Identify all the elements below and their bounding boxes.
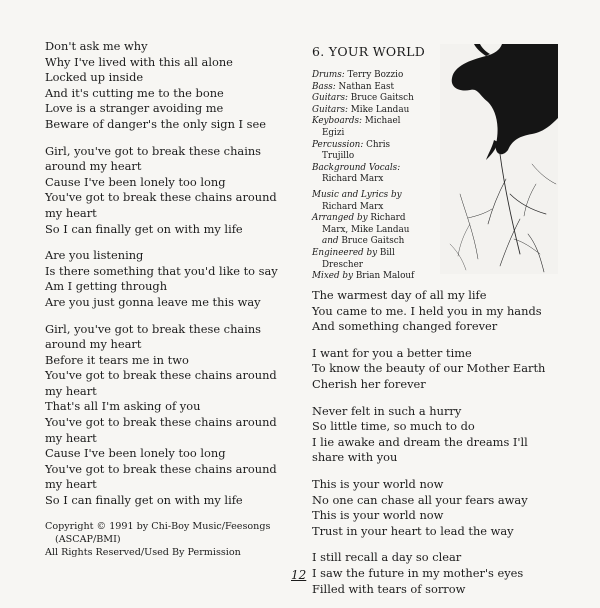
lyrics-stanza bbox=[45, 144, 295, 238]
credit-line bbox=[312, 163, 440, 175]
lyric-line: Love is a stranger avoiding me bbox=[45, 101, 224, 116]
credit-line bbox=[312, 213, 440, 225]
lyrics-stanza bbox=[312, 550, 572, 597]
credit-line-cont: Trujillo bbox=[322, 151, 355, 162]
lyric-line: my heart bbox=[45, 205, 97, 220]
lyric-line: Locked up inside bbox=[45, 70, 144, 85]
credit-role: Arranged by bbox=[312, 213, 368, 224]
credit-name: Bruce Gaitsch bbox=[341, 236, 405, 247]
lyric-line: I lie awake and dream the dreams I'll bbox=[312, 434, 528, 449]
page-number: 12 bbox=[291, 568, 307, 582]
lyric-line: Trust in your heart to lead the way bbox=[312, 523, 514, 538]
credit-line-cont: Marx, Mike Landau bbox=[322, 224, 410, 235]
credit-role: and bbox=[322, 236, 339, 247]
lyric-line: around my heart bbox=[45, 159, 142, 174]
credit-line bbox=[312, 271, 440, 283]
credit-role: Guitars: bbox=[312, 93, 348, 104]
credit-line-cont: Drescher bbox=[322, 259, 363, 270]
credit-line bbox=[312, 105, 440, 117]
credit-line bbox=[312, 190, 440, 202]
copyright-notice bbox=[45, 520, 295, 559]
credit-role: Engineered by bbox=[312, 247, 378, 258]
lyric-line: So little time, so much to do bbox=[312, 419, 475, 434]
left-lyrics-column bbox=[45, 39, 295, 559]
lyric-line: Am I getting through bbox=[45, 279, 168, 294]
lyric-line: This is your world now bbox=[312, 476, 444, 491]
lyric-line: Don't ask me why bbox=[45, 39, 148, 53]
lyric-line: This is your world now bbox=[312, 508, 444, 523]
credits-list bbox=[312, 70, 440, 283]
lyric-line: You've got to break these chains around bbox=[45, 415, 277, 430]
lyrics-stanza bbox=[312, 288, 572, 335]
credit-name: Brian Malouf bbox=[355, 271, 415, 282]
credit-name: Michael bbox=[364, 116, 401, 127]
lyrics-stanza bbox=[312, 404, 572, 466]
lyric-line: I saw the future in my mother's eyes bbox=[312, 565, 524, 580]
lyric-line: Never felt in such a hurry bbox=[312, 403, 462, 418]
credit-name: Mike Landau bbox=[350, 104, 410, 115]
lyric-line: Beware of danger's the only sign I see bbox=[45, 116, 266, 131]
lyric-line: No one can chase all your fears away bbox=[312, 492, 528, 507]
lyrics-stanza bbox=[312, 477, 572, 539]
lyric-line: That's all I'm asking of you bbox=[45, 399, 201, 414]
credit-line-cont: Richard Marx bbox=[322, 201, 384, 212]
song-title: 6. YOUR WORLD bbox=[312, 44, 426, 59]
credit-name: Chris bbox=[366, 139, 391, 150]
credit-line bbox=[312, 116, 440, 128]
credit-name: Nathan East bbox=[338, 81, 395, 92]
credit-line bbox=[312, 248, 440, 260]
credit-line bbox=[312, 70, 440, 82]
lyrics-stanza bbox=[45, 322, 295, 509]
lyric-line: I want for you a better time bbox=[312, 345, 472, 360]
lyric-line: Is there something that you'd like to say bbox=[45, 263, 278, 278]
credit-name: Richard bbox=[370, 213, 406, 224]
credit-name: Terry Bozzio bbox=[347, 70, 404, 80]
credit-role: Music and Lyrics by bbox=[312, 189, 402, 200]
lyric-line: So I can finally get on with my life bbox=[45, 221, 243, 236]
lyric-line: You've got to break these chains around bbox=[45, 461, 277, 476]
lyric-line: You've got to break these chains around bbox=[45, 368, 277, 383]
lyric-line: Filled with tears of sorrow bbox=[312, 581, 466, 596]
credit-role: Percussion: bbox=[312, 139, 364, 150]
lyric-line: Are you listening bbox=[45, 248, 144, 263]
lyric-line: share with you bbox=[312, 450, 398, 465]
lyric-line: Cause I've been lonely too long bbox=[45, 174, 226, 189]
credit-role: Background Vocals: bbox=[312, 162, 401, 173]
credit-role: Guitars: bbox=[312, 104, 348, 115]
lyric-line: my heart bbox=[45, 477, 97, 492]
credit-line-cont: Egizi bbox=[322, 127, 345, 138]
lyrics-stanza bbox=[45, 39, 295, 133]
credit-name: Bruce Gaitsch bbox=[350, 93, 414, 104]
lyric-line: And it's cutting me to the bone bbox=[45, 85, 224, 100]
lyric-line: You came to me. I held you in my hands bbox=[312, 303, 542, 318]
copyright-line: All Rights Reserved/Used By Permission bbox=[45, 546, 241, 558]
lyric-line: You've got to break these chains around bbox=[45, 190, 277, 205]
credit-line bbox=[312, 82, 440, 94]
credit-name: Bill bbox=[379, 247, 395, 258]
lyric-line: around my heart bbox=[45, 337, 142, 352]
credit-line bbox=[312, 93, 440, 105]
copyright-line: (ASCAP/BMI) bbox=[55, 533, 121, 545]
lyric-line: Why I've lived with this all alone bbox=[45, 54, 233, 69]
tree-branch-image bbox=[440, 44, 558, 274]
lyric-line: I still recall a day so clear bbox=[312, 550, 462, 565]
lyric-line: To know the beauty of our Mother Earth bbox=[312, 361, 546, 376]
lyric-line: Before it tears me in two bbox=[45, 352, 189, 367]
copyright-line: Copyright © 1991 by Chi-Boy Music/Feesongs bbox=[45, 520, 271, 532]
credit-line-cont bbox=[312, 236, 440, 248]
lyric-line: Are you just gonna leave me this way bbox=[45, 294, 261, 309]
credit-line-cont: Richard Marx bbox=[322, 174, 384, 185]
credit-role: Mixed by bbox=[312, 271, 354, 282]
lyric-line: The warmest day of all my life bbox=[312, 288, 487, 302]
lyrics-stanza bbox=[45, 248, 295, 310]
lyric-line: Girl, you've got to break these chains bbox=[45, 321, 262, 336]
lyric-line: Girl, you've got to break these chains bbox=[45, 143, 262, 158]
lyric-line: my heart bbox=[45, 430, 97, 445]
tree-branch-photo bbox=[440, 44, 558, 274]
lyric-line: my heart bbox=[45, 383, 97, 398]
lyric-line: Cause I've been lonely too long bbox=[45, 446, 226, 461]
credit-line bbox=[312, 140, 440, 152]
lyric-line: Cherish her forever bbox=[312, 376, 426, 391]
right-lyrics-column bbox=[312, 288, 572, 608]
credit-role: Keyboards: bbox=[312, 116, 362, 127]
lyrics-stanza bbox=[312, 346, 572, 393]
credit-role: Drums: bbox=[312, 70, 345, 80]
credit-role: Bass: bbox=[312, 81, 336, 92]
lyric-line: So I can finally get on with my life bbox=[45, 493, 243, 508]
lyric-line: And something changed forever bbox=[312, 319, 498, 334]
